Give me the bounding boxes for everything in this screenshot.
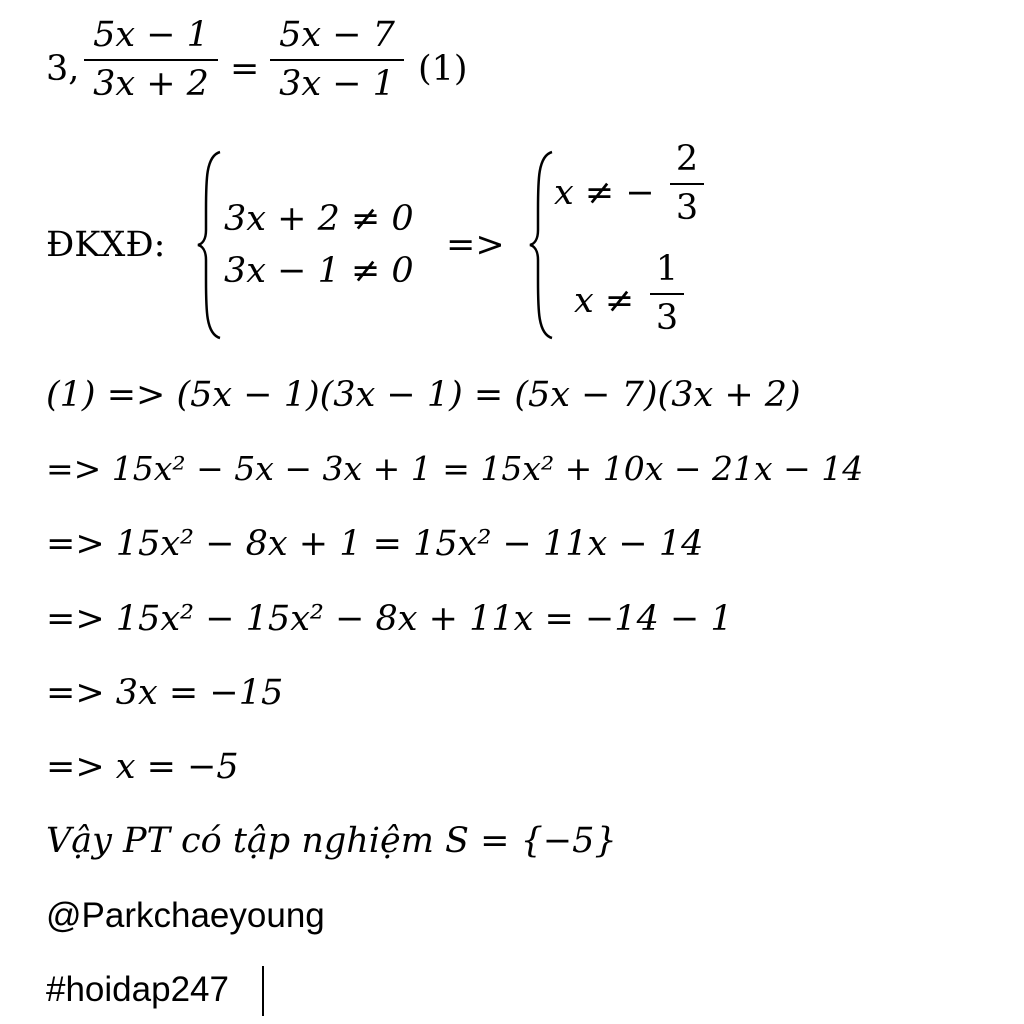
step-line: => 15x² − 5x − 3x + 1 = 15x² + 10x − 21x − 14 xyxy=(46,449,864,488)
condition-right-2-prefix: x ≠ xyxy=(574,281,635,321)
left-brace-icon xyxy=(196,150,222,340)
problem-number: 3, xyxy=(46,49,80,89)
lhs-numerator: 5x − 1 xyxy=(93,15,209,55)
lhs-fraction xyxy=(84,15,218,104)
lhs-fraction-bar xyxy=(84,59,218,61)
right-brace-icon xyxy=(528,150,554,340)
problem-equals: = xyxy=(230,49,260,89)
condition-left-2: 3x − 1 ≠ 0 xyxy=(224,251,414,291)
step-line: (1) => (5x − 1)(3x − 1) = (5x − 7)(3x + 2) xyxy=(46,375,801,415)
condition-right-1-prefix: x ≠ − xyxy=(554,173,655,213)
condition-right-1-fraction xyxy=(670,139,704,228)
condition-right-2-num: 1 xyxy=(655,249,679,289)
condition-implies: => xyxy=(446,225,505,265)
hashtag: #hoidap247 xyxy=(46,970,229,1009)
condition-label: ĐKXĐ: xyxy=(46,225,166,265)
condition-right-2-bar xyxy=(650,293,684,295)
rhs-numerator: 5x − 7 xyxy=(279,15,395,55)
rhs-fraction-bar xyxy=(270,59,404,61)
step-line: => 15x² − 8x + 1 = 15x² − 11x − 14 xyxy=(46,524,704,564)
equation-label: (1) xyxy=(418,49,468,89)
condition-right-1-den: 3 xyxy=(675,188,699,228)
step-line: => 15x² − 15x² − 8x + 11x = −14 − 1 xyxy=(46,599,733,639)
step-line: => x = −5 xyxy=(46,747,239,787)
lhs-denominator: 3x + 2 xyxy=(93,64,209,104)
condition-left-1: 3x + 2 ≠ 0 xyxy=(224,199,414,239)
step-line: => 3x = −15 xyxy=(46,673,284,713)
rhs-fraction xyxy=(270,15,404,104)
condition-right-2-den: 3 xyxy=(655,298,679,338)
condition-right-1-num: 2 xyxy=(675,139,699,179)
condition-right-1-bar xyxy=(670,183,704,185)
condition-right-2-fraction xyxy=(650,249,684,338)
author-handle: @Parkchaeyoung xyxy=(46,896,325,935)
rhs-denominator: 3x − 1 xyxy=(279,64,395,104)
conclusion: Vậy PT có tập nghiệm S = {−5} xyxy=(46,821,617,861)
text-cursor xyxy=(262,966,264,1016)
